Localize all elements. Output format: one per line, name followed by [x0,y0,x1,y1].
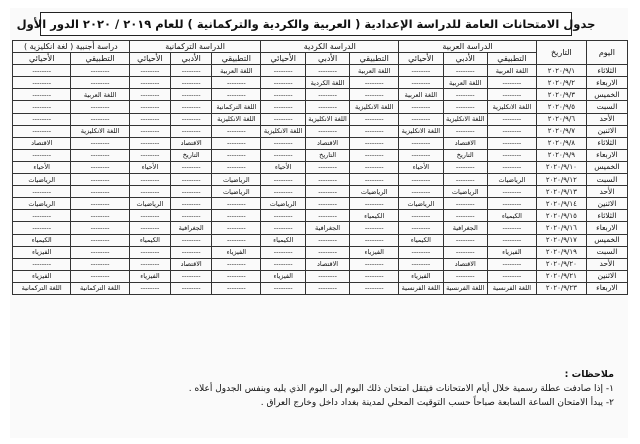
subject-cell: -------- [350,137,399,149]
subject-cell: -------- [13,222,71,234]
subject-cell: -------- [71,137,129,149]
subject-cell: -------- [261,113,305,125]
subject-cell: الأحياء [129,161,170,173]
subject-cell: -------- [350,198,399,210]
turkmen-literary-header: الأدبي [171,53,212,65]
subject-cell: -------- [399,222,443,234]
subject-cell: -------- [443,270,487,282]
subject-cell: الفيزياء [261,270,305,282]
subject-cell: الفيزياء [13,270,71,282]
subject-cell: -------- [305,186,349,198]
table-row [13,222,628,234]
date-cell: ٢٠٢٠/٩/٢٠ [536,258,586,270]
subject-cell: الاقتصاد [443,137,487,149]
subject-cell: -------- [261,149,305,161]
subject-cell: -------- [129,174,170,186]
subject-cell: الفيزياء [350,246,399,258]
table-row [13,125,628,137]
date-cell: ٢٠٢٠/٩/١٥ [536,210,586,222]
subject-cell: -------- [350,125,399,137]
subject-cell: اللغة التركمانية [212,101,261,113]
subject-cell: -------- [171,113,212,125]
subject-cell: -------- [487,137,536,149]
subject-cell: -------- [71,222,129,234]
date-cell: ٢٠٢٠/٩/١٧ [536,234,586,246]
subject-cell: -------- [71,198,129,210]
subject-cell: الرياضيات [129,198,170,210]
kurdish-applied-header: التطبيقي [350,53,399,65]
subject-cell: -------- [13,113,71,125]
subject-cell: -------- [399,101,443,113]
subject-cell: -------- [171,174,212,186]
subject-cell: -------- [350,174,399,186]
subject-cell: اللغة العربية [443,77,487,89]
subject-cell: -------- [171,65,212,77]
subject-cell: -------- [212,89,261,101]
subject-cell: -------- [13,77,71,89]
subject-cell: -------- [261,174,305,186]
day-cell: الخميس [586,89,627,101]
subject-cell: -------- [350,258,399,270]
turkmen-applied-header: التطبيقي [212,53,261,65]
subject-cell: -------- [305,246,349,258]
subject-cell: -------- [171,198,212,210]
subject-cell: -------- [350,113,399,125]
subject-cell: -------- [13,89,71,101]
subject-cell: -------- [171,161,212,173]
subject-cell: -------- [13,210,71,222]
foreign-applied-header: التطبيقي [71,53,129,65]
table-row [13,258,628,270]
subject-cell: -------- [13,149,71,161]
subject-cell: -------- [399,186,443,198]
subject-cell: -------- [350,161,399,173]
subject-cell: -------- [305,161,349,173]
day-cell: الأحد [586,186,627,198]
subject-cell: -------- [305,198,349,210]
subject-cell: -------- [261,186,305,198]
table-row [13,234,628,246]
subject-cell: -------- [171,101,212,113]
table-row [13,186,628,198]
subject-cell: -------- [212,282,261,294]
subject-cell: الرياضيات [13,198,71,210]
subject-cell: -------- [171,125,212,137]
subject-cell: -------- [71,174,129,186]
subject-cell: الفيزياء [129,270,170,282]
subject-cell: الاقتصاد [13,137,71,149]
subject-cell: الرياضيات [350,186,399,198]
subject-cell: -------- [212,210,261,222]
subject-cell: -------- [71,65,129,77]
subject-cell: -------- [129,282,170,294]
subject-cell: -------- [487,113,536,125]
date-cell: ٢٠٢٠/٩/٦ [536,113,586,125]
table-row [13,65,628,77]
kurdish-bio-header: الأحيائي [261,53,305,65]
subject-cell: -------- [261,101,305,113]
subject-cell: -------- [350,222,399,234]
subject-cell: الاقتصاد [305,258,349,270]
date-cell: ٢٠٢٠/٩/١٩ [536,246,586,258]
subject-cell: -------- [487,186,536,198]
subject-cell: -------- [71,258,129,270]
subject-cell: الفيزياء [13,246,71,258]
arabic-literary-header: الأدبي [443,53,487,65]
note-1: ١- إذا صادفت عطلة رسمية خلال أيام الامتحانات فيتقل امتحان ذلك اليوم إلى اليوم الذي يليه وبنفس الجدول أعلاه . [188,384,614,394]
subject-cell: -------- [212,258,261,270]
subject-cell: -------- [443,174,487,186]
subject-cell: -------- [261,65,305,77]
subject-cell: الاقتصاد [171,258,212,270]
subject-cell: -------- [212,222,261,234]
subject-cell: -------- [71,210,129,222]
subject-cell: الأحياء [13,161,71,173]
subject-cell: -------- [212,234,261,246]
day-cell: الاربعاء [586,149,627,161]
subject-cell: -------- [13,258,71,270]
subject-cell: الاقتصاد [171,137,212,149]
day-cell: الاربعاء [586,77,627,89]
subject-cell: -------- [350,282,399,294]
subject-cell: -------- [261,222,305,234]
subject-cell: -------- [171,89,212,101]
table-row [13,210,628,222]
table-row [13,174,628,186]
subject-cell: -------- [171,234,212,246]
note-2: ٢- يبدأ الامتحان الساعة السابعة صباحاً حسب التوقيت المحلي لمدينة بغداد داخل وخارج العراق . [260,398,614,408]
subject-cell: -------- [487,125,536,137]
subject-cell: -------- [487,149,536,161]
table-row [13,89,628,101]
subject-cell: -------- [261,77,305,89]
subject-cell: اللغة الانكليزية [71,125,129,137]
subject-cell: الفيزياء [212,246,261,258]
subject-cell: اللغة الانكليزية [487,101,536,113]
subject-cell: -------- [487,161,536,173]
table-row [13,101,628,113]
subject-cell: -------- [487,270,536,282]
subject-cell: -------- [350,77,399,89]
subject-cell: -------- [13,65,71,77]
subject-cell: -------- [212,198,261,210]
date-cell: ٢٠٢٠/٩/١٢ [536,174,586,186]
arabic-applied-header: التطبيقي [487,53,536,65]
subject-cell: -------- [129,89,170,101]
subject-cell: -------- [13,186,71,198]
subject-cell: -------- [171,282,212,294]
date-cell: ٢٠٢٠/٩/١٠ [536,161,586,173]
subject-cell: -------- [350,89,399,101]
subject-cell: -------- [71,113,129,125]
subject-cell: اللغة الانكليزية [305,113,349,125]
subject-cell: -------- [305,270,349,282]
date-cell: ٢٠٢٠/٩/٨ [536,137,586,149]
subject-cell: -------- [171,270,212,282]
subject-cell: الأحياء [399,161,443,173]
date-cell: ٢٠٢٠/٩/٢١ [536,270,586,282]
subject-cell: اللغة العربية [487,65,536,77]
subject-cell: -------- [443,210,487,222]
subject-cell: التاريخ [171,149,212,161]
date-cell: ٢٠٢٠/٩/٥ [536,101,586,113]
subject-cell: التاريخ [305,149,349,161]
subject-cell: -------- [305,125,349,137]
day-cell: الاثنين [586,198,627,210]
subject-cell: الرياضيات [443,186,487,198]
subject-cell: -------- [129,210,170,222]
subject-cell: -------- [71,186,129,198]
subject-cell: -------- [212,149,261,161]
table-row [13,270,628,282]
subject-cell: -------- [261,89,305,101]
day-cell: الاربعاء [586,282,627,294]
date-cell: ٢٠٢٠/٩/١ [536,65,586,77]
subject-cell: اللغة العربية [350,65,399,77]
subject-cell: اللغة الانكليزية [212,113,261,125]
subject-cell: الجغرافية [171,222,212,234]
table-row [13,246,628,258]
subject-cell: -------- [305,101,349,113]
subject-cell: اللغة الانكليزية [443,113,487,125]
foreign-bio-header: الأحيائي [13,53,71,65]
subject-cell: -------- [305,89,349,101]
subject-cell: الرياضيات [261,198,305,210]
subject-cell: الرياضيات [212,186,261,198]
subject-cell: -------- [487,258,536,270]
subject-cell: الاقتصاد [443,258,487,270]
kurdish-literary-header: الأدبي [305,53,349,65]
arabic-bio-header: الأحيائي [399,53,443,65]
subject-cell: -------- [129,258,170,270]
notes-section [14,368,614,410]
day-header: اليوم [586,41,627,65]
subject-cell: -------- [129,101,170,113]
subject-cell: اللغة العربية [399,89,443,101]
date-cell: ٢٠٢٠/٩/٣ [536,89,586,101]
turkmen-bio-header: الأحيائي [129,53,170,65]
subject-cell: الاقتصاد [305,137,349,149]
subject-cell: الفيزياء [487,246,536,258]
subject-cell: -------- [71,77,129,89]
kurdish-study-header: الدراسة الكردية [261,41,399,53]
subject-cell: -------- [399,113,443,125]
subject-cell: -------- [443,198,487,210]
subject-cell: الفيزياء [399,270,443,282]
subject-cell: الرياضيات [399,198,443,210]
subject-cell: -------- [212,161,261,173]
day-cell: الثلاثاء [586,137,627,149]
subject-cell: -------- [443,161,487,173]
subject-cell: -------- [171,186,212,198]
table-row [13,198,628,210]
table-row [13,77,628,89]
subject-cell: -------- [399,258,443,270]
subject-cell: الرياضيات [212,174,261,186]
subject-cell: -------- [171,210,212,222]
notes-title: ملاحظات : [564,369,614,380]
subject-cell: اللغة الكردية [305,77,349,89]
schedule-body [13,65,628,295]
subject-cell: التاريخ [443,149,487,161]
table-row [13,161,628,173]
day-cell: الأحد [586,258,627,270]
schedule-title: جدول الامتحانات العامة للدراسة الإعدادية ( العربية والكردية والتركمانية ) للعام ٢٠١٩ / ٢٠٢٠ الدور الأول [40,12,572,36]
subject-cell: اللغة العربية [212,65,261,77]
day-cell: الاثنين [586,270,627,282]
subject-cell: -------- [129,137,170,149]
subject-cell: الكيمياء [129,234,170,246]
date-header: التاريخ [536,41,586,65]
subject-cell: -------- [350,270,399,282]
subject-cell: -------- [71,149,129,161]
subject-cell: -------- [305,65,349,77]
subject-cell: -------- [443,89,487,101]
day-cell: الخميس [586,161,627,173]
subject-cell: -------- [399,149,443,161]
subject-cell: -------- [261,246,305,258]
subject-cell: -------- [171,77,212,89]
subject-cell: -------- [399,174,443,186]
day-cell: الاربعاء [586,222,627,234]
subject-cell: -------- [212,137,261,149]
subject-cell: -------- [399,210,443,222]
subject-cell: -------- [212,270,261,282]
subject-cell: -------- [71,246,129,258]
subject-cell: -------- [305,174,349,186]
subject-cell: اللغة الانكليزية [399,125,443,137]
foreign-study-header: دراسة أجنبية ( لغة انكليزية ) [13,41,130,53]
exam-schedule-sheet [10,8,628,438]
subject-cell: -------- [13,101,71,113]
subject-cell: -------- [487,222,536,234]
subject-cell: الأحياء [261,161,305,173]
subject-cell: اللغة العربية [71,89,129,101]
day-cell: السبت [586,101,627,113]
subject-cell: -------- [443,246,487,258]
subject-cell: -------- [305,234,349,246]
day-cell: الثلاثاء [586,210,627,222]
subject-cell: -------- [487,234,536,246]
turkmen-study-header: الدراسة التركمانية [129,41,261,53]
table-row [13,282,628,294]
date-cell: ٢٠٢٠/٩/٩ [536,149,586,161]
subject-cell: -------- [350,234,399,246]
subject-cell: -------- [261,258,305,270]
subject-cell: -------- [399,137,443,149]
subject-cell: -------- [129,246,170,258]
subject-cell: -------- [129,186,170,198]
subject-cell: الجغرافية [305,222,349,234]
subject-cell: -------- [212,125,261,137]
subject-cell: الكيمياء [487,210,536,222]
subject-cell: -------- [443,125,487,137]
subject-cell: -------- [13,125,71,137]
subject-cell: اللغة التركمانية [13,282,71,294]
subject-cell: -------- [129,149,170,161]
subject-cell: -------- [487,198,536,210]
table-row [13,113,628,125]
day-cell: الاثنين [586,125,627,137]
subject-cell: -------- [443,101,487,113]
subject-cell: اللغة التركمانية [71,282,129,294]
subject-cell: -------- [129,222,170,234]
subject-cell: -------- [129,113,170,125]
subject-cell: -------- [212,77,261,89]
date-cell: ٢٠٢٠/٩/١٦ [536,222,586,234]
subject-cell: اللغة الفرنسية [399,282,443,294]
date-cell: ٢٠٢٠/٩/٢٣ [536,282,586,294]
subject-cell: -------- [129,77,170,89]
subject-cell: الرياضيات [13,174,71,186]
subject-cell: -------- [171,246,212,258]
subject-cell: -------- [399,65,443,77]
subject-cell: الكيمياء [13,234,71,246]
subject-cell: -------- [129,65,170,77]
table-row [13,137,628,149]
subject-cell: -------- [399,77,443,89]
subject-cell: الكيمياء [399,234,443,246]
day-cell: الثلاثاء [586,65,627,77]
subject-cell: -------- [487,89,536,101]
day-cell: السبت [586,246,627,258]
subject-cell: -------- [261,137,305,149]
date-cell: ٢٠٢٠/٩/١٤ [536,198,586,210]
subject-cell: -------- [261,210,305,222]
subject-cell: -------- [487,77,536,89]
subject-cell: اللغة الفرنسية [487,282,536,294]
subject-cell: الكيمياء [350,210,399,222]
schedule-table [12,40,628,295]
subject-cell: اللغة الفرنسية [443,282,487,294]
subject-cell: -------- [305,210,349,222]
subject-cell: -------- [305,282,349,294]
day-cell: الخميس [586,234,627,246]
date-cell: ٢٠٢٠/٩/٢ [536,77,586,89]
subject-cell: -------- [71,161,129,173]
subject-cell: -------- [399,246,443,258]
subject-cell: الجغرافية [443,222,487,234]
day-cell: الأحد [586,113,627,125]
subject-cell: الكيمياء [261,234,305,246]
subject-cell: اللغة الانكليزية [350,101,399,113]
subject-cell: -------- [350,149,399,161]
arabic-study-header: الدراسة العربية [399,41,537,53]
subject-cell: -------- [71,270,129,282]
subject-cell: -------- [71,234,129,246]
subject-cell: -------- [71,101,129,113]
table-row [13,149,628,161]
subject-cell: الرياضيات [487,174,536,186]
subject-cell: اللغة الانكليزية [261,125,305,137]
subject-cell: -------- [443,234,487,246]
subject-cell: -------- [129,125,170,137]
day-cell: السبت [586,174,627,186]
subject-cell: -------- [261,282,305,294]
subject-cell: -------- [443,65,487,77]
date-cell: ٢٠٢٠/٩/٧ [536,125,586,137]
date-cell: ٢٠٢٠/٩/١٣ [536,186,586,198]
